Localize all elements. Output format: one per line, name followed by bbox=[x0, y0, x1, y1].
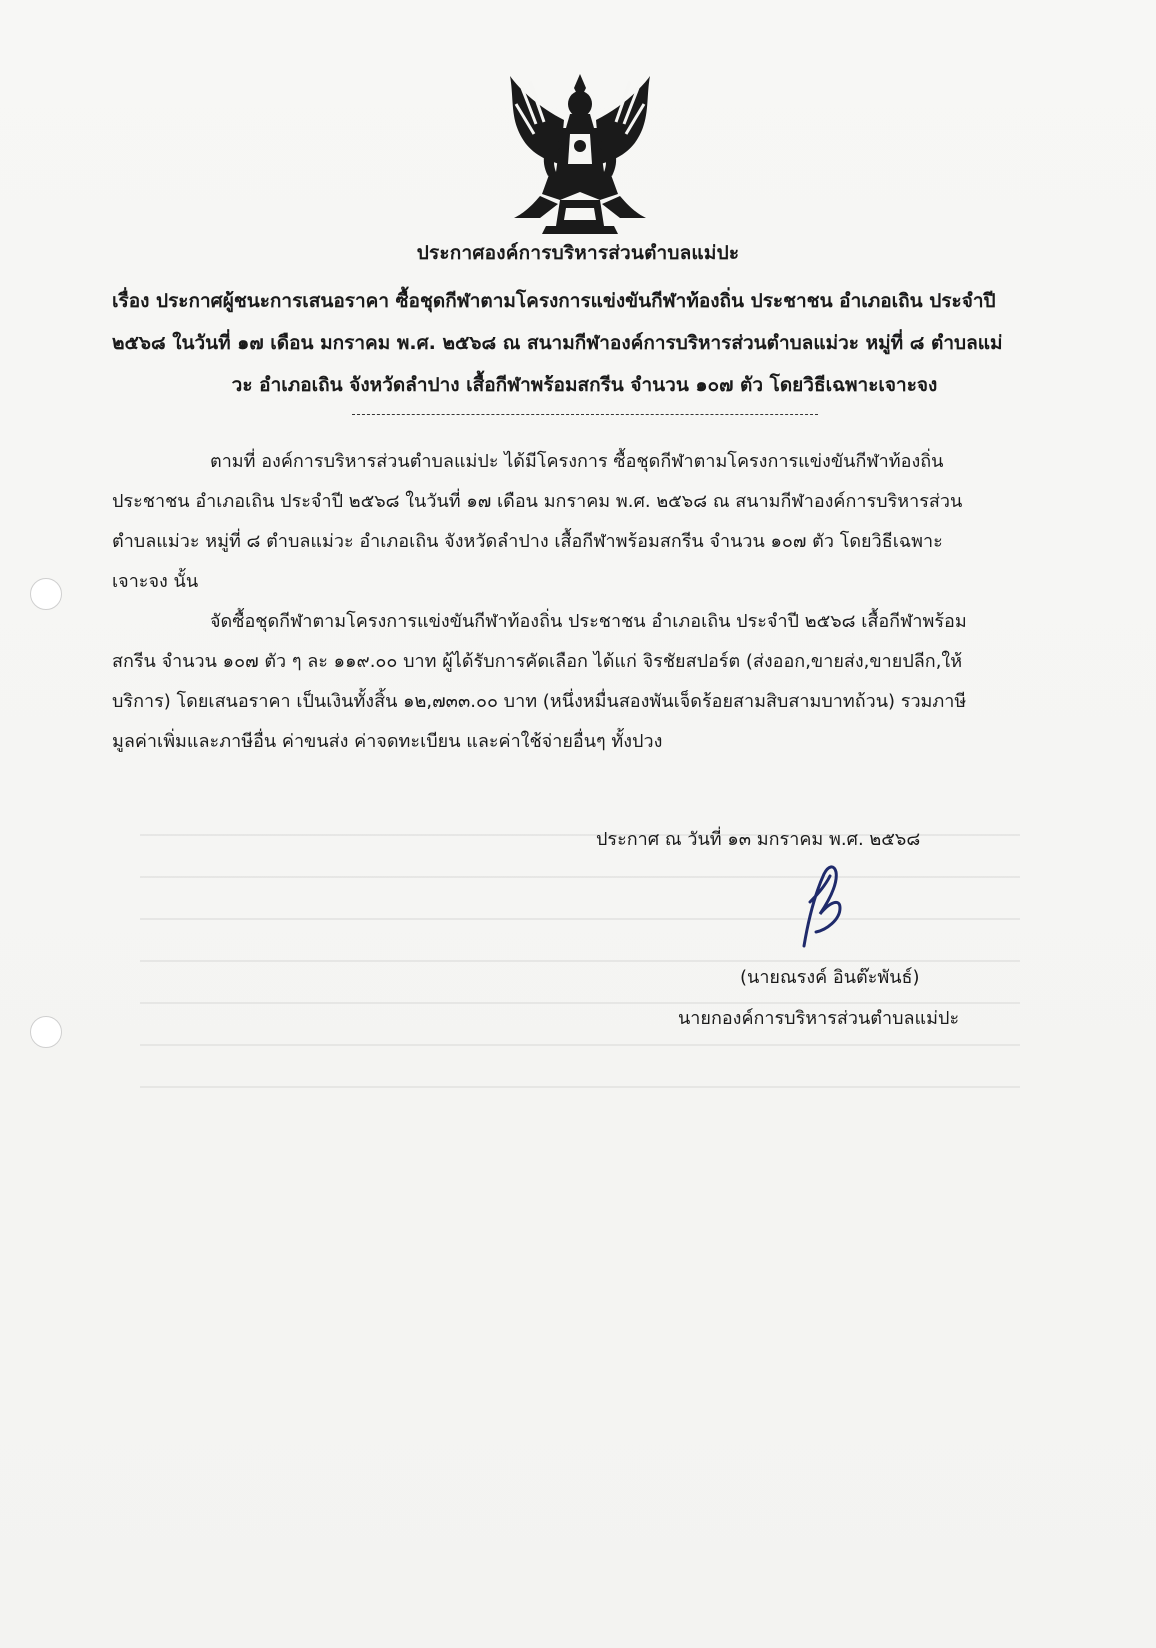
paragraph-2-line: บริการ) โดยเสนอราคา เป็นเงินทั้งสิ้น ๑๒,๗๓๓.๐๐ บาท (หนึ่งหมื่นสองพันเจ็ดร้อยสามสิบสามบาทถ้วน) รวมภาษี bbox=[112, 691, 967, 712]
subject-block bbox=[112, 280, 1057, 406]
paragraph-2-line: จัดซื้อชุดกีฬาตามโครงการแข่งขันกีฬาท้องถิ่น ประชาชน อำเภอเถิน ประจำปี ๒๕๖๘ เสื้อกีฬาพร้อม bbox=[210, 611, 967, 632]
signer-name: (นายณรงค์ อินต๊ะพันธ์) bbox=[740, 967, 920, 988]
paragraph-2-line: สกรีน จำนวน ๑๐๗ ตัว ๆ ละ ๑๑๙.๐๐ บาท ผู้ได้รับการคัดเลือก ได้แก่ จิรชัยสปอร์ต (ส่งออก,ขายส่ง,ขายปลีก,ให้ bbox=[112, 651, 963, 672]
signer-title: นายกองค์การบริหารส่วนตำบลแม่ปะ bbox=[678, 1008, 960, 1029]
paragraph-1-line: ตำบลแม่วะ หมู่ที่ ๘ ตำบลแม่วะ อำเภอเถิน จังหวัดลำปาง เสื้อกีฬาพร้อมสกรีน จำนวน ๑๐๗ ตัว โดยวิธีเฉพาะ bbox=[112, 531, 943, 552]
announce-date: ประกาศ ณ วันที่ ๑๓ มกราคม พ.ศ. ๒๕๖๘ bbox=[596, 829, 921, 850]
punch-hole bbox=[30, 578, 62, 610]
paragraph-1-line: ตามที่ องค์การบริหารส่วนตำบลแม่ปะ ได้มีโครงการ ซื้อชุดกีฬาตามโครงการแข่งขันกีฬาท้องถิ่น bbox=[210, 451, 944, 472]
subject-line: วะ อำเภอเถิน จังหวัดลำปาง เสื้อกีฬาพร้อมสกรีน จำนวน ๑๐๗ ตัว โดยวิธีเฉพาะเจาะจง bbox=[231, 374, 938, 396]
subject-line: เรื่อง ประกาศผู้ชนะการเสนอราคา ซื้อชุดกีฬาตามโครงการแข่งขันกีฬาท้องถิ่น ประชาชน อำเภอเถิน ประจำปี bbox=[112, 290, 996, 312]
punch-hole bbox=[30, 1016, 62, 1048]
garuda-emblem bbox=[500, 68, 660, 238]
org-title: ประกาศองค์การบริหารส่วนตำบลแม่ปะ bbox=[416, 242, 740, 264]
paragraph-1-line: เจาะจง นั้น bbox=[112, 571, 199, 592]
subject-line: ๒๕๖๘ ในวันที่ ๑๗ เดือน มกราคม พ.ศ. ๒๕๖๘ ณ สนามกีฬาองค์การบริหารส่วนตำบลแม่วะ หมู่ที่ ๘ ตำบลแม่ bbox=[112, 332, 1003, 354]
paragraph-2-line: มูลค่าเพิ่มและภาษีอื่น ค่าขนส่ง ค่าจดทะเบียน และค่าใช้จ่ายอื่นๆ ทั้งปวง bbox=[112, 731, 663, 752]
paragraph-1-line: ประชาชน อำเภอเถิน ประจำปี ๒๕๖๘ ในวันที่ ๑๗ เดือน มกราคม พ.ศ. ๒๕๖๘ ณ สนามกีฬาองค์การบริหารส่วน bbox=[112, 491, 963, 512]
body-text bbox=[112, 442, 1057, 762]
dashed-divider bbox=[352, 414, 818, 415]
handwritten-signature bbox=[790, 862, 850, 952]
